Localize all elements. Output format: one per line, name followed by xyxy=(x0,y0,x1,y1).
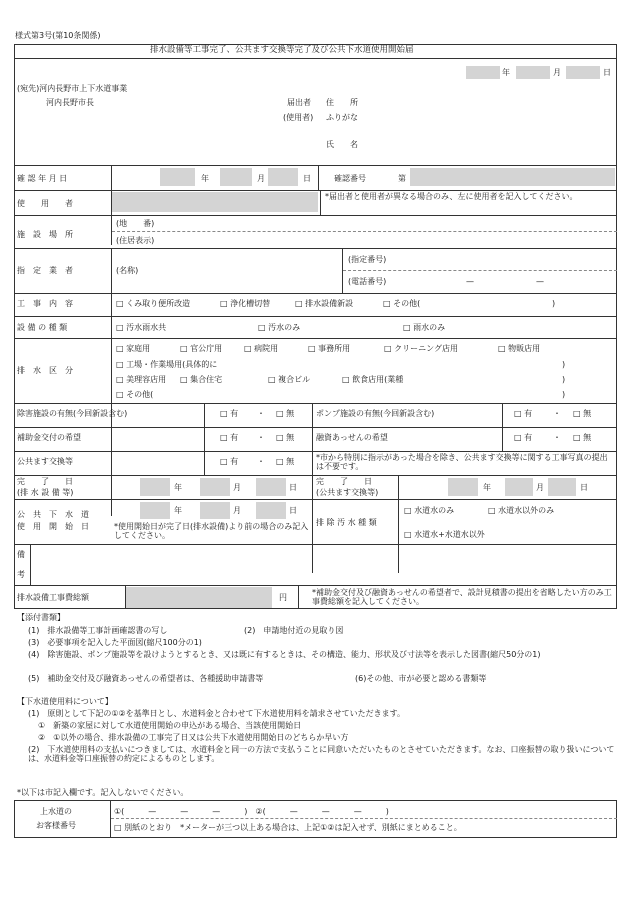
equipment-option-3[interactable]: □ 雨水のみ xyxy=(403,323,446,332)
work-label: 工 事 内 容 xyxy=(17,299,73,308)
removal-dot: ・ xyxy=(257,409,265,418)
header-month-label: 月 xyxy=(553,68,561,77)
drain-label: 排 水 区 分 xyxy=(17,366,73,375)
sewage-option-2[interactable]: □ 水道水以外のみ xyxy=(488,506,555,515)
removal-no[interactable]: □ 無 xyxy=(276,409,295,418)
pump-no[interactable]: □ 無 xyxy=(573,409,592,418)
confirm-day-field[interactable] xyxy=(268,168,298,186)
applicant-label: 届出者 xyxy=(287,98,311,107)
tel-dash-2: — xyxy=(536,277,544,286)
complete-basin-sublabel: (公共ます交換等) xyxy=(316,488,379,497)
complete-basin-day-field[interactable] xyxy=(548,478,576,496)
basin-dot: ・ xyxy=(257,457,265,466)
drain-option-complex[interactable]: □ 複合ビル xyxy=(268,375,311,384)
sewage-option-1[interactable]: □ 水道水のみ xyxy=(404,506,455,515)
applicant-furigana-label: ふりがな xyxy=(326,113,358,122)
work-option-2[interactable]: □ 浄化槽切替 xyxy=(220,299,271,308)
start-year-label: 年 xyxy=(174,506,182,515)
drain-option-other[interactable]: □ その他( xyxy=(116,390,154,399)
tel-dash-1: — xyxy=(466,277,474,286)
attachment-item-6: (6)その他、市が必要と認める書類等 xyxy=(355,674,487,683)
sewer-usage-item-1: (1) 原則として下記の①②を基準日とし、水道料金と合わせて下水道使用料を請求させていただきます。 xyxy=(28,709,406,718)
attachment-item-2: (2) 申請地付近の見取り図 xyxy=(244,626,344,635)
confirm-year-field[interactable] xyxy=(160,168,195,186)
attachment-item-3: (3) 必要事項を記入した平面図(縮尺100分の1) xyxy=(28,638,202,647)
confirm-number-field[interactable] xyxy=(410,168,615,186)
complete-drain-year-label: 年 xyxy=(174,483,182,492)
office-use-frame xyxy=(14,800,617,838)
basin-yes[interactable]: □ 有 xyxy=(220,457,239,466)
drain-option-retail[interactable]: □ 物販店用 xyxy=(498,344,541,353)
removal-label: 除害施設の有無(今回新設含む) xyxy=(17,409,128,418)
confirm-month-label: 月 xyxy=(257,174,265,183)
contractor-tel-label: (電話番号) xyxy=(348,277,387,286)
header-day-label: 日 xyxy=(603,68,611,77)
user-label: 使 用 者 xyxy=(17,199,73,208)
applicant-user-label: (使用者) xyxy=(283,113,314,122)
sewer-usage-item-1a: ① 新築の家屋に対して水道使用開始の申込がある場合、当該使用開始日 xyxy=(38,721,302,730)
basin-note: *市から特別に指示があった場合を除き、公共ます交換等に関する工事写真の提出は不要です。 xyxy=(316,453,608,472)
equipment-label: 設 備 の 種 類 xyxy=(17,323,68,332)
form-title: 排水設備等工事完了、公共ます交換等完了及び公共下水道使用開始届 xyxy=(150,45,414,55)
remarks-label-1: 備 xyxy=(17,550,25,559)
site-lot-label: (地 番) xyxy=(116,219,155,228)
subsidy-dot: ・ xyxy=(257,433,265,442)
start-label-2: 使 用 開 始 日 xyxy=(17,522,89,531)
confirm-year-label: 年 xyxy=(201,174,209,183)
cost-unit: 円 xyxy=(279,593,287,602)
work-option-1[interactable]: □ くみ取り便所改造 xyxy=(116,299,191,308)
start-note: *使用開始日が完了日(排水設備)より前の場合のみ記入してください。 xyxy=(114,522,309,541)
complete-basin-year-label: 年 xyxy=(483,483,491,492)
start-day-label: 日 xyxy=(289,506,297,515)
sewer-usage-item-2: (2) 下水道使用料の支払いにつきましては、水道料金と同一の方法で支払うことに同意いただいたものとさせていただきます。なお、口座振替の取り扱いについては、水道料金等口座振替の約定によるものとします。 xyxy=(28,745,615,764)
drain-option-apartment[interactable]: □ 集合住宅 xyxy=(180,375,223,384)
cost-label: 排水設備工事費総額 xyxy=(17,593,89,602)
equipment-option-1[interactable]: □ 汚水雨水共 xyxy=(116,323,167,332)
sewer-usage-item-1b: ② ①以外の場合、排水設備の工事完了日又は公共下水道使用開始日のどちらか早い方 xyxy=(38,733,349,742)
start-day-field[interactable] xyxy=(256,502,286,519)
drain-close-2: ) xyxy=(562,375,566,384)
confirm-day-label: 日 xyxy=(303,174,311,183)
equipment-option-2[interactable]: □ 汚水のみ xyxy=(258,323,301,332)
office-use-note: *以下は市記入欄です。記入しないでください。 xyxy=(17,788,189,797)
confirm-number-label: 確認番号 xyxy=(334,174,366,183)
drain-close-3: ) xyxy=(562,390,566,399)
contractor-number-label: (指定番号) xyxy=(348,255,387,264)
complete-drain-month-label: 月 xyxy=(233,483,241,492)
basin-label: 公共ます交換等 xyxy=(17,457,73,466)
complete-basin-month-field[interactable] xyxy=(505,478,533,496)
complete-basin-day-label: 日 xyxy=(580,483,588,492)
applicant-name-label: 氏 名 xyxy=(326,140,358,149)
drain-option-cleaning[interactable]: □ クリーニング店用 xyxy=(384,344,458,353)
drain-option-home[interactable]: □ 家庭用 xyxy=(116,344,151,353)
confirm-date-label: 確 認 年 月 日 xyxy=(17,174,68,183)
attachments-heading: 【添付書類】 xyxy=(17,613,65,622)
drain-option-restaurant[interactable]: □ 飲食店用(業種 xyxy=(342,375,404,384)
drain-close-1: ) xyxy=(562,360,566,369)
applicant-address-label: 住 所 xyxy=(326,98,358,107)
drain-option-hospital[interactable]: □ 病院用 xyxy=(244,344,279,353)
header-day-field[interactable] xyxy=(566,66,600,79)
start-month-field[interactable] xyxy=(200,502,230,519)
work-option-4[interactable]: □ その他( xyxy=(383,299,421,308)
subsidy-yes[interactable]: □ 有 xyxy=(220,433,239,442)
subsidy-no[interactable]: □ 無 xyxy=(276,433,295,442)
customer-number-label-2: お客様番号 xyxy=(36,821,76,830)
complete-drain-day-field[interactable] xyxy=(256,478,286,496)
form-number: 様式第3号(第10条関係) xyxy=(15,31,101,40)
contractor-name-label: (名称) xyxy=(116,266,139,275)
header-year-label: 年 xyxy=(502,68,510,77)
attachment-item-4: (4) 除害施設、ポンプ施設等を設けようとするとき、又は既に有するときは、その構造、能力、形状及び寸法等を表示した図書(縮尺50分の1) xyxy=(28,650,541,659)
user-note: *届出者と使用者が異なる場合のみ、左に使用者を記入してください。 xyxy=(325,192,578,201)
user-field[interactable] xyxy=(112,192,318,212)
pump-label: ポンプ施設の有無(今回新設含む) xyxy=(316,409,435,418)
complete-basin-label: 完 了 日 xyxy=(316,477,372,486)
pump-yes[interactable]: □ 有 xyxy=(514,409,533,418)
complete-drain-year-field[interactable] xyxy=(140,478,170,496)
loan-dot: ・ xyxy=(553,433,561,442)
sewage-option-3[interactable]: □ 水道水+水道水以外 xyxy=(404,530,485,539)
header-year-field[interactable] xyxy=(466,66,500,79)
contractor-label: 指 定 業 者 xyxy=(17,266,73,275)
sewage-type-label: 排 除 汚 水 種 類 xyxy=(316,518,377,527)
sewer-usage-heading: 【下水道使用料について】 xyxy=(17,697,113,706)
confirm-month-field[interactable] xyxy=(220,168,252,186)
cost-note: *補助金交付及び融資あっせんの希望者で、設計見積書の提出を省略したい方のみ工事費総額を記入してください。 xyxy=(312,588,612,607)
confirm-number-prefix: 第 xyxy=(398,174,406,183)
complete-basin-year-field[interactable] xyxy=(448,478,478,496)
customer-number-label-1: 上水道の xyxy=(40,807,72,816)
work-option-3[interactable]: □ 排水設備新設 xyxy=(295,299,354,308)
site-address-label: (住居表示) xyxy=(116,236,155,245)
drain-option-barber[interactable]: □ 美理容店用 xyxy=(116,375,167,384)
complete-drain-day-label: 日 xyxy=(289,483,297,492)
complete-drain-label: 完 了 日 xyxy=(17,477,73,486)
start-label-1: 公 共 下 水 道 xyxy=(17,510,89,519)
start-month-label: 月 xyxy=(233,506,241,515)
start-year-field[interactable] xyxy=(140,502,170,519)
attachment-item-1: (1) 排水設備等工事計画確認書の写し xyxy=(28,626,168,635)
site-label: 施 設 場 所 xyxy=(17,230,73,239)
basin-no[interactable]: □ 無 xyxy=(276,457,295,466)
header-month-field[interactable] xyxy=(516,66,550,79)
drain-option-office[interactable]: □ 事務所用 xyxy=(308,344,351,353)
cost-field[interactable] xyxy=(126,587,272,608)
subsidy-label: 補助金交付の希望 xyxy=(17,433,81,442)
loan-no[interactable]: □ 無 xyxy=(573,433,592,442)
pump-dot: ・ xyxy=(553,409,561,418)
complete-drain-month-field[interactable] xyxy=(200,478,230,496)
loan-yes[interactable]: □ 有 xyxy=(514,433,533,442)
drain-option-factory[interactable]: □ 工場・作業場用(具体的に xyxy=(116,360,218,369)
remarks-label-2: 考 xyxy=(17,570,25,579)
recipient: (宛先)河内長野市上下水道事業 xyxy=(17,84,128,93)
drain-option-govt[interactable]: □ 官公庁用 xyxy=(180,344,223,353)
work-close: ) xyxy=(552,299,556,308)
loan-label: 融資あっせんの希望 xyxy=(316,433,388,442)
customer-number-line-2[interactable]: □ 別紙のとおり *メーターが三つ以上ある場合は、上記①②は記入せず、別紙にまとめること。 xyxy=(114,823,462,832)
complete-drain-sublabel: (排 水 設 備 等) xyxy=(17,488,74,497)
complete-basin-month-label: 月 xyxy=(536,483,544,492)
attachment-item-5: (5) 補助金交付及び融資あっせんの希望者は、各種援助申請書等 xyxy=(28,674,264,683)
customer-number-line-1: ①( — — — ) ②( — — — ) xyxy=(114,807,389,816)
recipient-mayor: 河内長野市長 xyxy=(46,98,94,107)
removal-yes[interactable]: □ 有 xyxy=(220,409,239,418)
